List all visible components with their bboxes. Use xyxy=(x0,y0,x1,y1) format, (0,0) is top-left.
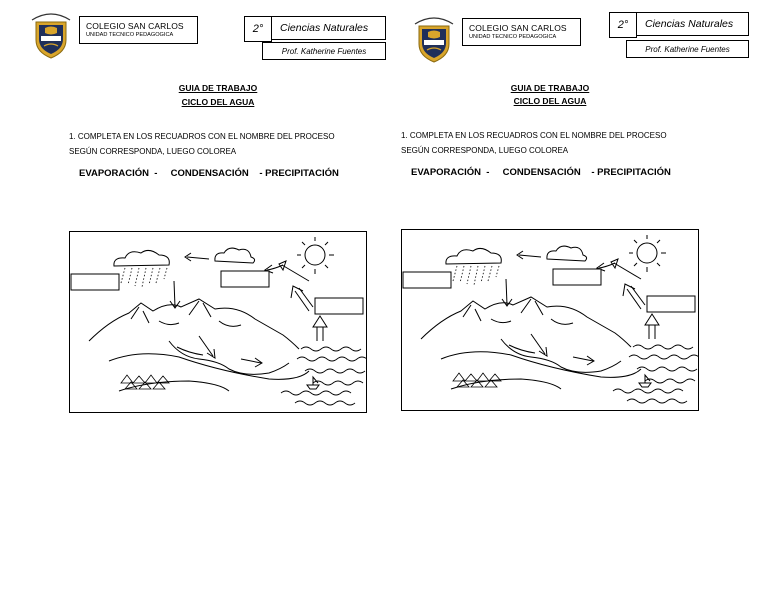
water-cycle-diagram xyxy=(401,229,699,411)
instruction-line-1: 1. COMPLETA EN LOS RECUADROS CON EL NOMBRE DEL PROCESO xyxy=(69,132,335,141)
worksheet-title: GUIA DE TRABAJO xyxy=(510,83,590,93)
school-unit: UNIDAD TECNICO PEDAGOGICA xyxy=(469,34,557,40)
school-name: COLEGIO SAN CARLOS xyxy=(469,23,567,33)
instruction-line-2: SEGÚN CORRESPONDA, LUEGO COLOREA xyxy=(69,147,237,156)
school-header-box xyxy=(79,16,198,44)
word-bank: EVAPORACIÓN - CONDENSACIÓN - PRECIPITACIÓN xyxy=(79,168,339,179)
subject-box: Ciencias Naturales xyxy=(271,16,386,40)
water-cycle-diagram xyxy=(69,231,367,413)
word-bank: EVAPORACIÓN - CONDENSACIÓN - PRECIPITACIÓN xyxy=(411,167,671,178)
school-crest-icon xyxy=(24,6,78,60)
instruction-line-2: SEGÚN CORRESPONDA, LUEGO COLOREA xyxy=(401,146,569,155)
instruction-line-1: 1. COMPLETA EN LOS RECUADROS CON EL NOMBRE DEL PROCESO xyxy=(401,131,667,140)
teacher-box: Prof. Katherine Fuentes xyxy=(626,40,749,58)
school-header-box xyxy=(462,18,581,46)
school-name: COLEGIO SAN CARLOS xyxy=(86,21,184,31)
school-unit: UNIDAD TECNICO PEDAGOGICA xyxy=(86,32,174,38)
grade-box: 2° xyxy=(609,12,637,38)
grade-box: 2° xyxy=(244,16,272,42)
subject-box: Ciencias Naturales xyxy=(636,12,749,36)
worksheet-title: GUIA DE TRABAJO xyxy=(178,83,258,93)
worksheet-subtitle: CICLO DEL AGUA xyxy=(513,96,587,106)
worksheet-right xyxy=(384,0,768,594)
school-crest-icon xyxy=(407,10,461,64)
worksheet-subtitle: CICLO DEL AGUA xyxy=(181,97,255,107)
teacher-box: Prof. Katherine Fuentes xyxy=(262,42,386,60)
